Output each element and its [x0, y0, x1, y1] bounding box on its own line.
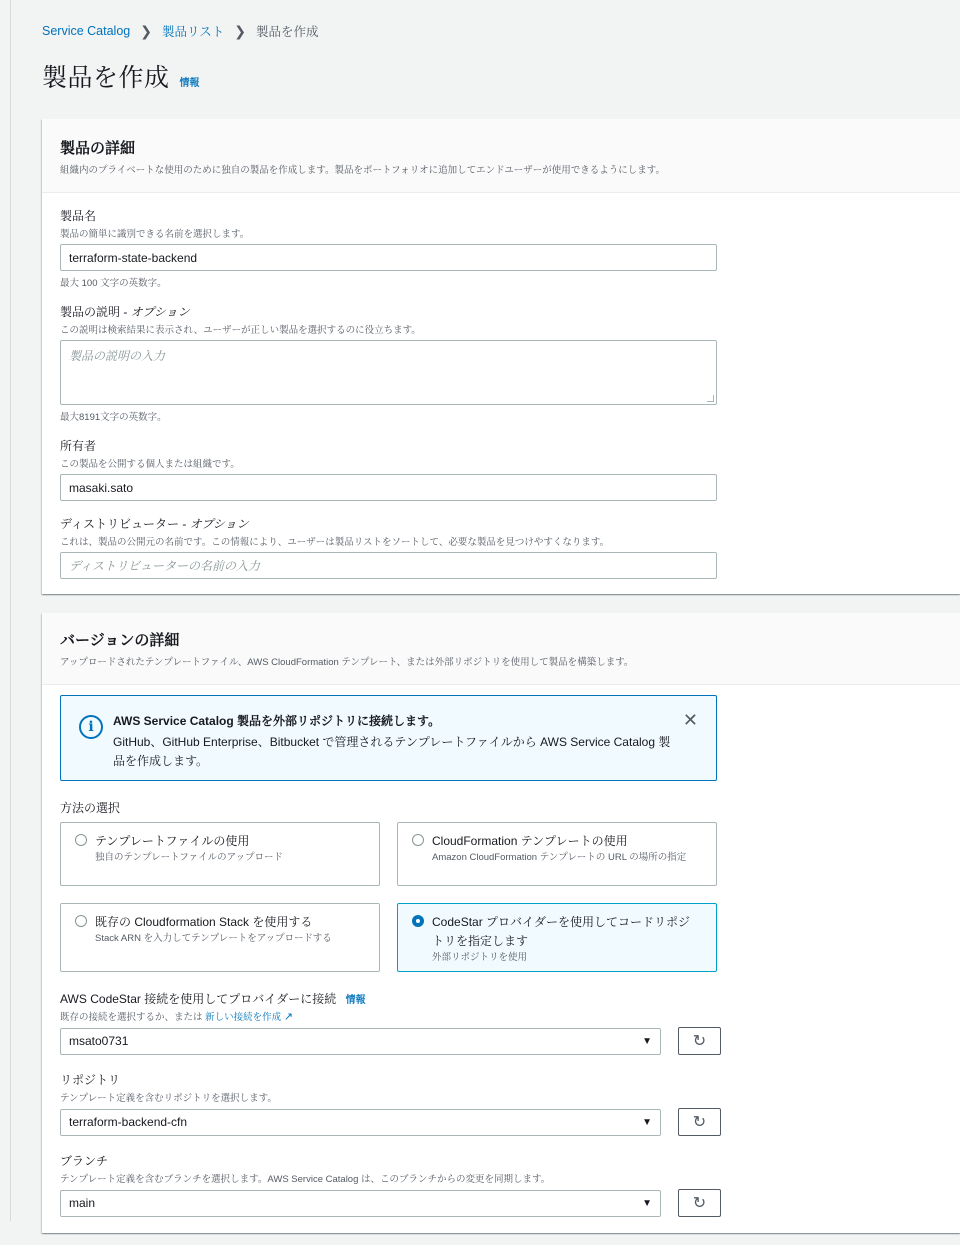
refresh-icon: ↻: [692, 1033, 707, 1050]
page-title: 製品を作成: [42, 64, 170, 92]
tile-description: Stack ARN を入力してテンプレートをアップロードする: [95, 932, 332, 944]
field-label: ブランチ: [60, 1154, 109, 1168]
chevron-right-icon: ❯: [140, 22, 152, 39]
radio-button[interactable]: [75, 834, 87, 846]
external-link-icon[interactable]: ↗: [283, 1011, 294, 1023]
version-details-header: [42, 613, 960, 685]
info-link[interactable]: 情報: [345, 995, 366, 1006]
product-details-header: [42, 119, 960, 193]
field-label: [60, 990, 942, 1007]
breadcrumb-service-catalog[interactable]: Service Catalog: [42, 24, 131, 38]
connection-field: [60, 990, 942, 1055]
refresh-button[interactable]: [678, 1189, 721, 1217]
repository-select[interactable]: [60, 1109, 661, 1136]
info-alert: [60, 695, 717, 781]
section-description: 組織内のプライベートな使用のために独自の製品を作成します。製品をポートフォリオに追加してエンドユーザーが使用できるようにします。: [60, 165, 665, 176]
radio-button-selected[interactable]: [412, 915, 424, 927]
product-description-field: [60, 303, 942, 423]
info-link[interactable]: 情報: [179, 78, 200, 89]
close-icon[interactable]: ✕: [682, 710, 698, 730]
field-hint: 最大8191文字の英数字。: [60, 412, 167, 423]
method-label: 方法の選択: [60, 801, 121, 815]
alert-body: GitHub、GitHub Enterprise、Bitbucket で管理されるテンプレートファイルから AWS Service Catalog 製品を作成します。: [113, 735, 671, 768]
textarea-placeholder: 製品の説明の入力: [69, 349, 166, 363]
resize-handle[interactable]: [707, 395, 714, 402]
refresh-icon: ↻: [692, 1195, 707, 1212]
section-description: アップロードされたテンプレートファイル、AWS CloudFormation テンプレート、または外部リポジトリを使用して製品を構築します。: [60, 657, 634, 668]
field-label: 所有者: [60, 439, 97, 453]
refresh-button[interactable]: [678, 1027, 721, 1055]
field-description: 製品の簡単に識別できる名前を選択します。: [60, 229, 250, 240]
field-label: [60, 303, 942, 320]
info-icon: i: [79, 715, 103, 739]
field-label: 製品名: [60, 209, 97, 223]
caret-down-icon: ▼: [642, 1116, 652, 1128]
version-details-panel: [42, 613, 960, 1233]
repository-select-row: [60, 1108, 942, 1136]
field-description-text: 既存の接続を選択するか、または: [60, 1012, 206, 1023]
radio-button[interactable]: [412, 834, 424, 846]
product-name-field: [60, 207, 942, 289]
product-name-input[interactable]: terraform-state-backend: [60, 244, 717, 271]
refresh-icon: ↻: [692, 1114, 707, 1131]
tile-title: テンプレートファイルの使用: [95, 834, 250, 848]
tile-title: CodeStar プロバイダーを使用してコードリポジトリを指定します: [432, 915, 691, 949]
owner-field: [60, 437, 942, 501]
field-label-optional: オプション: [130, 305, 190, 319]
caret-down-icon: ▼: [642, 1035, 652, 1047]
field-label-text: AWS CodeStar 接続を使用してプロバイダーに接続: [60, 992, 337, 1006]
connection-select-row: [60, 1027, 942, 1055]
select-value: msato0731: [69, 1034, 129, 1048]
field-description: この製品を公開する個人または組織です。: [60, 459, 240, 470]
caret-down-icon: ▼: [642, 1197, 652, 1209]
method-tile-codestar[interactable]: [397, 903, 717, 972]
method-tile-cloudformation[interactable]: [397, 822, 717, 886]
field-label-text: ディストリビューター -: [60, 517, 190, 531]
product-details-panel: [42, 119, 960, 594]
tile-description: 独自のテンプレートファイルのアップロード: [95, 851, 284, 863]
field-label: リポジトリ: [60, 1073, 121, 1087]
branch-field: [60, 1152, 942, 1217]
field-description: テンプレート定義を含むブランチを選択します。AWS Service Catalog は、このブランチからの変更を同期します。: [60, 1174, 551, 1185]
create-connection-link[interactable]: 新しい接続を作成: [205, 1012, 282, 1023]
branch-select[interactable]: [60, 1190, 661, 1217]
field-label: [60, 515, 942, 532]
field-description: これは、製品の公開元の名前です。この情報により、ユーザーは製品リストをソートして、必要な製品を見つけやすくなります。: [60, 537, 610, 548]
connection-select[interactable]: [60, 1028, 661, 1055]
radio-button[interactable]: [75, 915, 87, 927]
tile-title: CloudFormation テンプレートの使用: [432, 834, 628, 848]
field-hint: 最大 100 文字の英数字。: [60, 278, 167, 289]
branch-select-row: [60, 1189, 942, 1217]
distributor-field: [60, 515, 942, 579]
breadcrumb: [42, 22, 319, 40]
breadcrumb-product-list[interactable]: 製品リスト: [161, 25, 225, 39]
method-tile-template-file[interactable]: [60, 822, 380, 886]
refresh-button[interactable]: [678, 1108, 721, 1136]
alert-title: AWS Service Catalog 製品を外部リポジトリに接続します。: [113, 714, 441, 728]
field-description: [60, 1009, 942, 1023]
owner-input[interactable]: masaki.sato: [60, 474, 717, 501]
field-label-optional: オプション: [189, 517, 249, 531]
method-tiles: [60, 822, 717, 972]
select-value: terraform-backend-cfn: [69, 1115, 188, 1129]
field-description: この説明は検索結果に表示され、ユーザーが正しい製品を選択するのに役立ちます。: [60, 325, 421, 336]
tile-description: Amazon CloudFormation テンプレートの URL の場所の指定: [432, 851, 687, 863]
field-description: テンプレート定義を含むリポジトリを選択します。: [60, 1093, 277, 1104]
tile-title: 既存の Cloudformation Stack を使用する: [95, 915, 313, 929]
page-header: [42, 58, 200, 94]
tile-description: 外部リポジトリを使用: [432, 952, 528, 964]
section-title: 製品の詳細: [60, 140, 136, 157]
repository-field: [60, 1071, 942, 1136]
version-details-body: [42, 685, 960, 1245]
distributor-input[interactable]: ディストリビューターの名前の入力: [60, 552, 717, 579]
left-divider: [10, 0, 11, 1221]
chevron-right-icon: ❯: [234, 22, 246, 39]
field-label-text: 製品の説明 -: [60, 305, 131, 319]
product-description-textarea[interactable]: [60, 340, 717, 405]
method-tile-existing-stack[interactable]: [60, 903, 380, 972]
breadcrumb-current: 製品を作成: [255, 25, 319, 39]
select-value: main: [69, 1196, 96, 1210]
product-details-body: [42, 193, 960, 607]
section-title: バージョンの詳細: [60, 632, 180, 649]
